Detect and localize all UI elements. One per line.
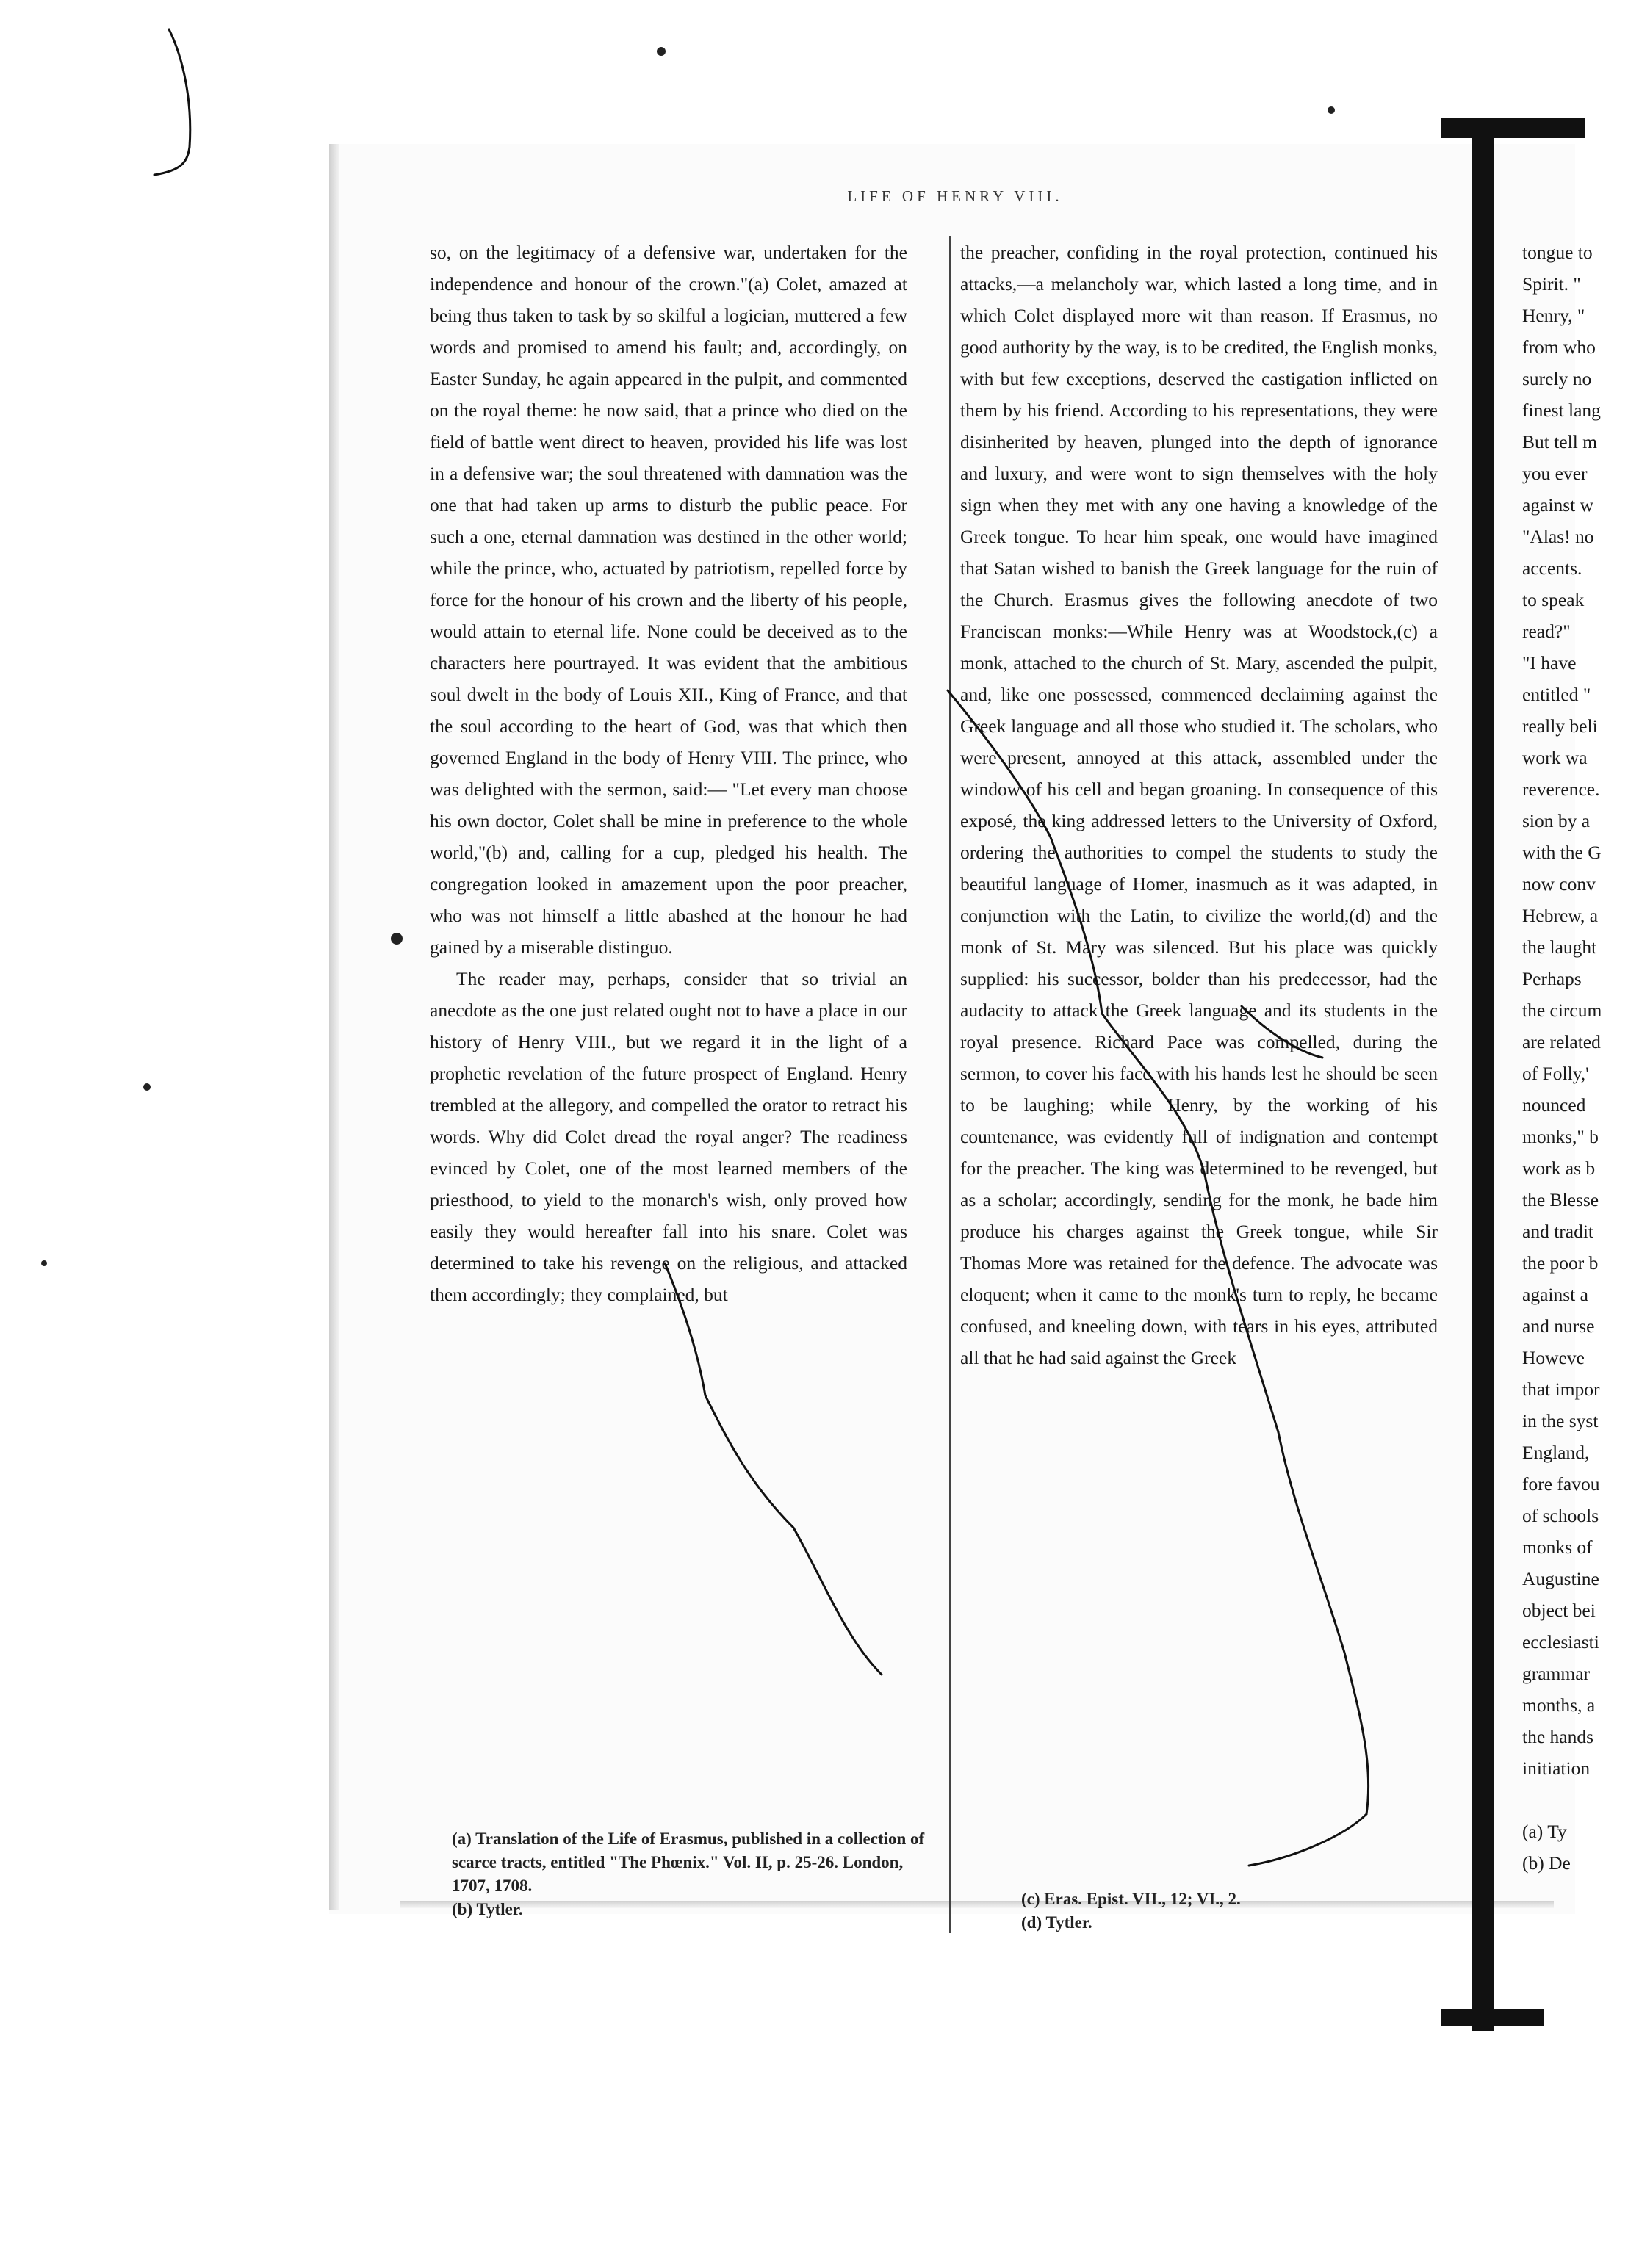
footnote-b: (b) Tytler.: [452, 1900, 523, 1918]
footnote-a: (a) Translation of the Life of Erasmus, published in a collection of scarce tracts, entitled "The Phœnix." Vol. II, p. 25-26. London, 1707, 1708.: [452, 1830, 925, 1895]
right-fragment-line: But tell m: [1522, 431, 1597, 452]
right-fragment-line: against w: [1522, 494, 1594, 516]
page-left-edge: [329, 144, 339, 1910]
right-fragment-line: nounced: [1522, 1094, 1586, 1116]
middle-footnotes: [1021, 1888, 1499, 1935]
right-fragment-line: surely no: [1522, 368, 1592, 389]
right-fragment-line: work wa: [1522, 747, 1588, 768]
right-fragment-line: monks of: [1522, 1536, 1593, 1558]
right-fragment-line: to speak: [1522, 589, 1585, 610]
right-fragment-line: Howeve: [1522, 1347, 1585, 1368]
right-fragment-line: the hands: [1522, 1726, 1594, 1747]
right-fragment-line: Perhaps: [1522, 968, 1582, 989]
right-fragment-line: entitled ": [1522, 684, 1591, 705]
right-fragment-line: the laught: [1522, 936, 1597, 958]
right-fragment-line: of Folly,': [1522, 1063, 1589, 1084]
right-fragment-line: Henry, ": [1522, 305, 1585, 326]
right-fragment-line: reverence.: [1522, 779, 1600, 800]
right-fragment-line: monks," b: [1522, 1126, 1599, 1147]
right-fragment-line: initiation: [1522, 1758, 1591, 1779]
right-fragment-line: "I have: [1522, 652, 1577, 673]
right-fragment-line: you ever: [1522, 463, 1588, 484]
right-fragment-line: England,: [1522, 1442, 1590, 1463]
right-fragment-line: Augustine: [1522, 1568, 1599, 1589]
right-fragment-line: against a: [1522, 1284, 1588, 1305]
right-fragment-line: work as b: [1522, 1158, 1596, 1179]
right-fragment-line: sion by a: [1522, 810, 1591, 831]
middle-column: [960, 236, 1438, 1926]
right-column-fragment: [1522, 236, 1628, 1879]
right-fragment-line: (a) Ty: [1522, 1821, 1567, 1842]
right-fragment-line: read?": [1522, 621, 1571, 642]
right-fragment-line: "Alas! no: [1522, 526, 1594, 547]
book-binding-gutter: [1472, 121, 1494, 2031]
left-paragraph-1: so, on the legitimacy of a defensive war, undertaken for the independence and honour of the crown."(a) Colet, amazed at being thus taken to task by so skilful a logician, muttered a few words and promised to amend his fault; and, accordingly, on Easter Sunday, he again appeared in the pulpit, and commented on the royal theme: he now said, that a prince who died on the field of battle went direct to heaven, provided his life was lost in a defensive war; the soul threatened with damnation was the one that had taken up arms to disturb the public peace. For such a one, eternal damnation was destined in the other world; while the prince, who, actuated by patriotism, repelled force by force for the honour of his crown and the liberty of his people, would attain to eternal life. None could be deceived as to the characters here pourtrayed. It was evident that the ambitious soul dwelt in the body of Louis XII., King of France, and that the soul according to the heart of God, was that which then governed England in the body of Henry VIII. The prince, who was delighted with the sermon, said:— "Let every man choose his own doctor, Colet shall be mine in preference to the whole world,"(b) and, calling for a cup, pledged his health. The congregation looked in amazement upon the poor preacher, who was not himself a little abashed at the honour he had gained by a miserable distinguo.: [430, 242, 907, 958]
right-fragment-line: (b) De: [1522, 1852, 1571, 1874]
right-fragment-line: accents.: [1522, 557, 1582, 579]
footnote-c: (c) Eras. Epist. VII., 12; VI., 2.: [1021, 1890, 1241, 1908]
right-fragment-line: object bei: [1522, 1600, 1596, 1621]
right-fragment-line: now conv: [1522, 873, 1596, 895]
left-paragraph-2: The reader may, perhaps, consider that so trivial an anecdote as the one just related ought not to have a place in our history of Henry VIII., but we regard it in the light of a prophetic revelation of the future prospect of England. Henry trembled at the allegory, and compelled the orator to retract his words. Why did Colet dread the royal anger? The readiness evinced by Colet, one of the most learned members of the priesthood, to yield to the monarch's wish, only proved how easily they would hereafter fall into his snare. Colet was determined to take his revenge on the religious, and attacked them accordingly; they complained, but: [430, 968, 907, 1305]
right-fragment-line: from who: [1522, 336, 1596, 358]
running-head: LIFE OF HENRY VIII.: [847, 187, 1063, 205]
right-fragment-line: are related: [1522, 1031, 1601, 1052]
right-fragment-line: in the syst: [1522, 1410, 1599, 1431]
right-fragment-line: grammar: [1522, 1663, 1591, 1684]
right-fragment-line: that impor: [1522, 1379, 1600, 1400]
binding-bottom-bar: [1441, 2009, 1544, 2026]
middle-paragraph-1: the preacher, confiding in the royal protection, continued his attacks,—a melancholy war, which lasted a long time, and in which Colet displayed more wit than reason. If Erasmus, no good authority by the way, is to be credited, the English monks, with but few exceptions, deserved the castigation inflicted on them by his friend. According to his representations, they were disinherited by heaven, plunged into the depth of ignorance and luxury, and were wont to sign themselves with the holy sign when they met with any one having a knowledge of the Greek tongue. To hear him speak, one would have imagined that Satan wished to banish the Greek language for the ruin of the Church. Erasmus gives the following anecdote of two Franciscan monks:—While Henry was at Woodstock,(c) a monk, attached to the church of St. Mary, ascended the pulpit, and, like one possessed, commenced declaiming against the Greek language and all those who studied it. The scholars, who were present, annoyed at this attack, assembled under the window of his cell and began groaning. In consequence of this exposé, the king addressed letters to the University of Oxford, ordering the authorities to compel the students to study the beautiful language of Homer, inasmuch as it was adapted, in conjunction with the Latin, to civilize the world,(d) and the monk of St. Mary was silenced. But his place was quickly supplied: his successor, bolder than his predecessor, had the audacity to attack the Greek language and its students in the royal presence. Richard Pace was compelled, during the sermon, to cover his face with his hands lest he should be seen to be laughing; while Henry, by the working of his countenance, was evidently full of indignation and contempt for the preacher. The king was determined to be revenged, but as a scholar; accordingly, sending for the monk, he bade him produce his charges against the Greek tongue, while Sir Thomas More was retained for the defence. The advocate was eloquent; when it came to the monk's turn to reply, he became confused, and kneeling down, with tears in his eyes, attributed all that he had said against the Greek: [960, 242, 1438, 1368]
right-fragment-line: and nurse: [1522, 1315, 1595, 1337]
right-fragment-line: fore favou: [1522, 1473, 1600, 1495]
left-footnotes: [452, 1827, 929, 1921]
right-fragment-line: tongue to: [1522, 242, 1593, 263]
footnote-d: (d) Tytler.: [1021, 1913, 1092, 1932]
right-fragment-line: and tradit: [1522, 1221, 1594, 1242]
right-fragment-line: ecclesiasti: [1522, 1631, 1599, 1653]
right-fragment-line: months, a: [1522, 1694, 1596, 1716]
right-fragment-line: of schools: [1522, 1505, 1599, 1526]
right-fragment-line: the Blesse: [1522, 1189, 1599, 1210]
right-fragment-line: [1522, 1784, 1628, 1816]
column-divider: [949, 236, 951, 1933]
right-fragment-line: the circum: [1522, 1000, 1602, 1021]
binding-top-bar: [1441, 118, 1585, 138]
right-fragment-line: the poor b: [1522, 1252, 1599, 1274]
left-column: [430, 236, 907, 1860]
right-fragment-line: really beli: [1522, 715, 1598, 737]
right-fragment-line: finest lang: [1522, 400, 1601, 421]
right-fragment-line: with the G: [1522, 842, 1602, 863]
right-fragment-line: Hebrew, a: [1522, 905, 1599, 926]
right-fragment-line: Spirit. ": [1522, 273, 1581, 295]
